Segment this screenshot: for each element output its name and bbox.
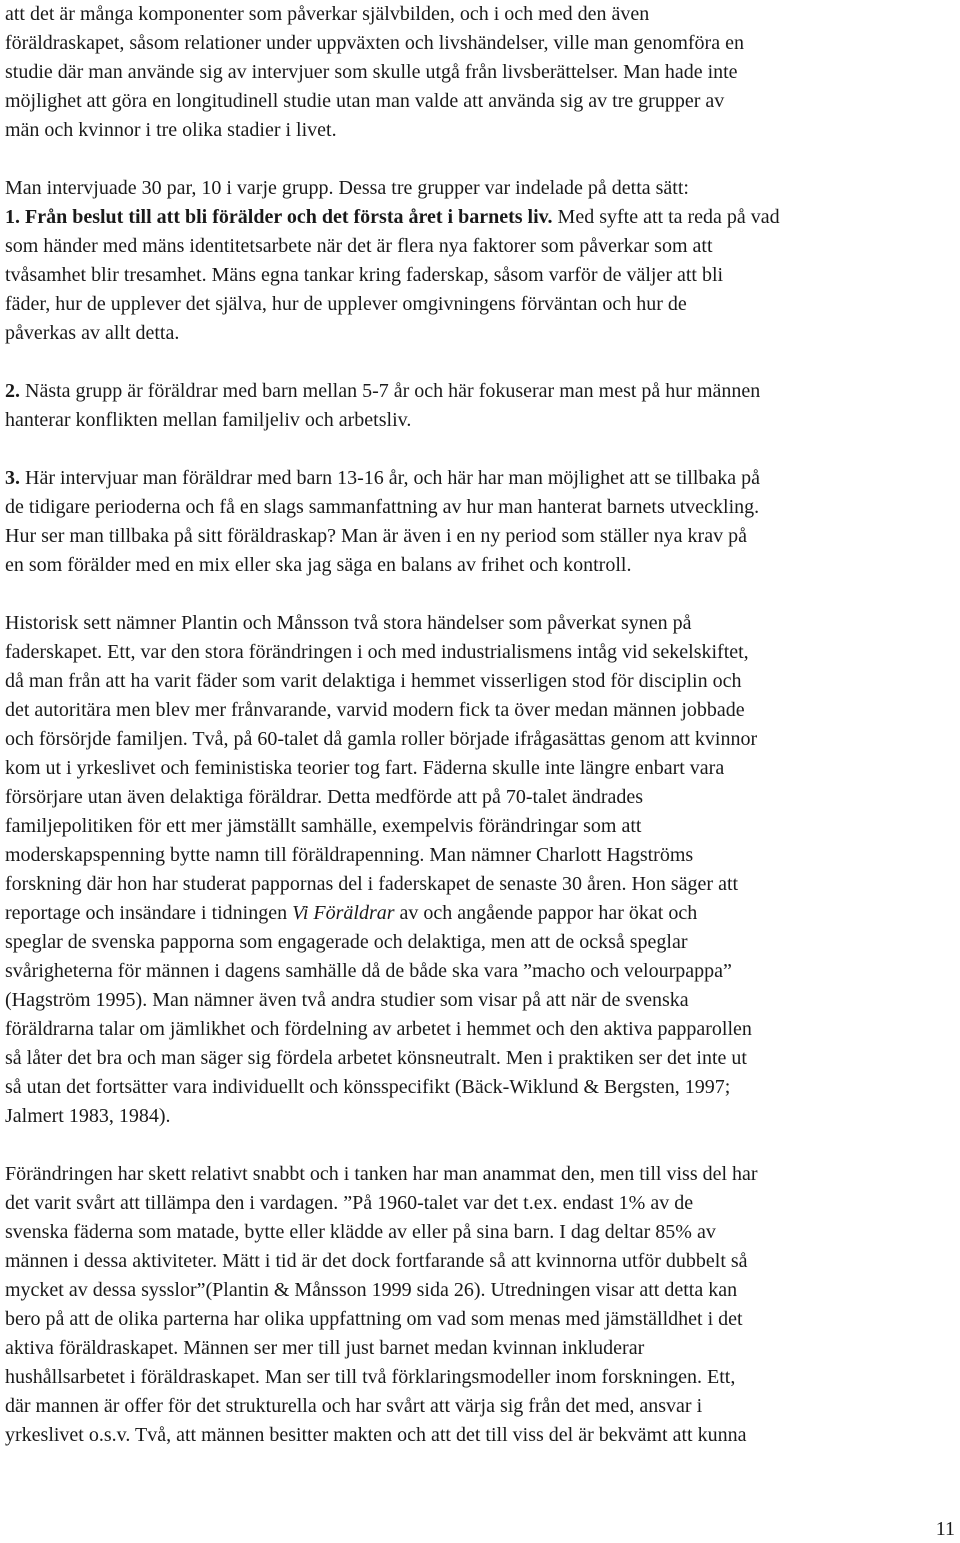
paragraph-gap bbox=[5, 435, 955, 464]
text-line bbox=[5, 377, 955, 406]
paragraph-group-three bbox=[5, 464, 955, 580]
text-line: då man från att ha varit fäder som varit delaktiga i hemmet visserligen stod för disciplin och bbox=[5, 670, 742, 692]
text-line: försörjare utan även delaktiga föräldrar. Detta medförde att på 70-talet ändrades bbox=[5, 786, 644, 808]
paragraph-gap bbox=[5, 348, 955, 377]
text-line: det autoritära men blev mer frånvarande, varvid modern fick ta över medan männen jobbade bbox=[5, 699, 745, 721]
text-line: familjepolitiken för ett mer jämställt samhälle, exempelvis förändringar som att bbox=[5, 815, 642, 837]
text-line: fäder, hur de upplever det själva, hur de upplever omgivningens förväntan och hur de bbox=[5, 293, 687, 315]
text-line: Jalmert 1983, 1984). bbox=[5, 1105, 171, 1127]
text-line: forskning där hon har studerat pappornas del i faderskapet de senaste 30 åren. Hon säger att bbox=[5, 873, 739, 895]
text-line: påverkas av allt detta. bbox=[5, 322, 180, 344]
text-line: det varit svårt att tillämpa den i vardagen. ”På 1960-talet var det t.ex. endast 1% av de bbox=[5, 1192, 694, 1214]
text-line: speglar de svenska papporna som engagerade och delaktiga, men att de också speglar bbox=[5, 931, 688, 953]
paragraph-history bbox=[5, 609, 955, 1131]
text-line: kom ut i yrkeslivet och feministiska teorier tog fart. Fäderna skulle inte längre enbart vara bbox=[5, 757, 725, 779]
text-line bbox=[5, 464, 955, 493]
text-line: mycket av dessa sysslor”(Plantin & Månsson 1999 sida 26). Utredningen visar att detta kan bbox=[5, 1279, 738, 1301]
paragraph-groups bbox=[5, 174, 955, 348]
text-line: där mannen är offer för det strukturella och har svårt att värja sig från det med, ansvar i bbox=[5, 1395, 703, 1417]
text-line: tvåsamhet blir tresamhet. Mäns egna tankar kring faderskap, såsom varför de väljer att bli bbox=[5, 264, 724, 286]
text-line: Förändringen har skett relativt snabbt och i tanken har man anammat den, men till viss del har bbox=[5, 1163, 758, 1185]
text-run: av och angående pappor har ökat och bbox=[394, 902, 698, 924]
text-line: föräldrarna talar om jämlikhet och fördelning av arbetet i hemmet och den aktiva papparollen bbox=[5, 1018, 752, 1040]
text-line bbox=[5, 899, 955, 928]
paragraph-change bbox=[5, 1160, 955, 1450]
page-number: 11 bbox=[935, 1518, 955, 1540]
text-line: moderskapspenning bytte namn till föräldrapenning. Man nämner Charlott Hagströms bbox=[5, 844, 694, 866]
text-line: Hur ser man tillbaka på sitt föräldraskap? Man är även i en ny period som ställer nya krav på bbox=[5, 525, 747, 547]
text-run: reportage och insändare i tidningen bbox=[5, 902, 293, 924]
text-line: bero på att de olika parterna har olika uppfattning om vad som menas med jämställdhet i det bbox=[5, 1308, 743, 1330]
paragraph-gap bbox=[5, 1131, 955, 1160]
text-line: faderskapet. Ett, var den stora förändringen i och med industrialismens intåg vid sekelskiftet, bbox=[5, 641, 749, 663]
text-line: svenska fäderna som matade, bytte eller klädde av eller på sina barn. I dag deltar 85% av bbox=[5, 1221, 716, 1243]
text-line: föräldraskapet, såsom relationer under uppväxten och livshändelser, ville man genomföra en bbox=[5, 32, 744, 54]
group-two-number: 2. bbox=[5, 380, 20, 402]
text-line: så utan det fortsätter vara individuellt och könsspecifikt (Bäck-Wiklund & Bergsten, 1997; bbox=[5, 1076, 731, 1098]
text-line: studie där man använde sig av intervjuer som skulle utgå från livsberättelser. Man hade inte bbox=[5, 61, 738, 83]
group-three-number: 3. bbox=[5, 467, 20, 489]
text-run: Nästa grupp är föräldrar med barn mellan 5-7 år och här fokuserar man mest på hur männen bbox=[20, 380, 761, 402]
magazine-title: Vi Föräldrar bbox=[292, 902, 395, 924]
text-line: Man intervjuade 30 par, 10 i varje grupp. Dessa tre grupper var indelade på detta sätt: bbox=[5, 177, 689, 199]
text-line: så låter det bra och man säger sig fördela arbetet könsneutralt. Men i praktiken ser det inte ut bbox=[5, 1047, 747, 1069]
text-line: aktiva föräldraskapet. Männen ser mer till just barnet medan kvinnan inkluderar bbox=[5, 1337, 645, 1359]
text-run: Här intervjuar man föräldrar med barn 13-16 år, och här har man möjlighet att se tillbaka på bbox=[20, 467, 761, 489]
text-line: en som förälder med en mix eller ska jag säga en balans av frihet och kontroll. bbox=[5, 554, 632, 576]
paragraph-group-two bbox=[5, 377, 955, 435]
paragraph-gap bbox=[5, 580, 955, 609]
text-line: svårigheterna för männen i dagens samhälle då de både ska vara ”macho och velourpappa” bbox=[5, 960, 732, 982]
text-line: männen i dessa aktiviteter. Mätt i tid är det dock fortfarande så att kvinnorna utför dubbelt så bbox=[5, 1250, 748, 1272]
text-line: att det är många komponenter som påverkar självbilden, och i och med den även bbox=[5, 3, 650, 25]
text-line: yrkeslivet o.s.v. Två, att männen besitter makten och att det till viss del är bekvämt att kunna bbox=[5, 1424, 747, 1446]
text-line: män och kvinnor i tre olika stadier i livet. bbox=[5, 119, 337, 141]
text-line: Historisk sett nämner Plantin och Månsson två stora händelser som påverkat synen på bbox=[5, 612, 692, 634]
group-one-heading: 1. Från beslut till att bli förälder och det första året i barnets liv. bbox=[5, 206, 553, 228]
text-line: de tidigare perioderna och få en slags sammanfattning av hur man hanterat barnets utveckling. bbox=[5, 496, 760, 518]
text-line bbox=[5, 203, 955, 232]
paragraph-intro bbox=[5, 0, 955, 145]
paragraph-gap bbox=[5, 145, 955, 174]
document-page bbox=[5, 0, 955, 1450]
text-line: hushållsarbetet i föräldraskapet. Man ser till två förklaringsmodeller inom forskningen. Ett, bbox=[5, 1366, 736, 1388]
text-line: och försörjde familjen. Två, på 60-talet då gamla roller började ifrågasättas genom att kvinnor bbox=[5, 728, 758, 750]
text-line: hanterar konflikten mellan familjeliv och arbetsliv. bbox=[5, 409, 412, 431]
text-line: möjlighet att göra en longitudinell studie utan man valde att använda sig av tre grupper av bbox=[5, 90, 725, 112]
text-line: (Hagström 1995). Man nämner även två andra studier som visar på att när de svenska bbox=[5, 989, 689, 1011]
text-run: Med syfte att ta reda på vad bbox=[552, 206, 780, 228]
text-line: som händer med mäns identitetsarbete när det är flera nya faktorer som påverkar som att bbox=[5, 235, 713, 257]
